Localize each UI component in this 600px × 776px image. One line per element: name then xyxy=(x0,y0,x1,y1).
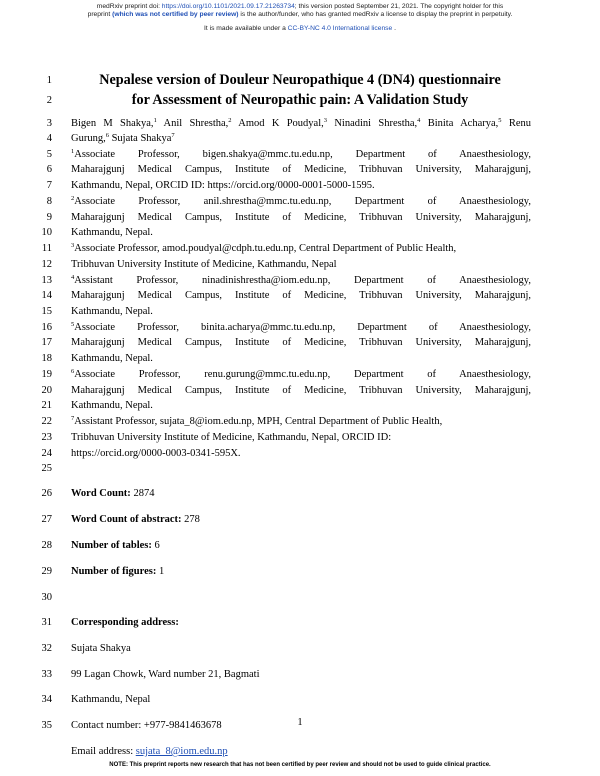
corresponding-address-heading: Corresponding address: xyxy=(71,617,179,628)
affiliation-6-line-2: Maharajgunj Medical Campus, Institute of Medicine, Tribhuvan University, Maharajgunj, xyxy=(71,385,531,396)
line-number: 20 xyxy=(41,385,52,396)
line-number: 18 xyxy=(41,353,52,364)
figure-count: Number of figures: 1 xyxy=(71,566,165,577)
affiliation-3: $^3$Associate Professor, amod.poudyal@cdph.tu.edu.np, Central Department of Public Health, xyxy=(71,242,457,254)
preprint-header-line-1: medRxiv preprint doi: https://doi.org/10.1101/2021.09.17.21263734; this version posted September 21, 2021. The copyright holder for this xyxy=(96,3,504,10)
line-number: 9 xyxy=(46,212,52,223)
affiliation-6: $^6$Associate Professor, renu.gurung@mmc.tu.edu.np, Department of Anaesthesiology, xyxy=(71,368,531,380)
line-number: 33 xyxy=(41,669,52,680)
doi-link[interactable]: https://doi.org/10.1101/2021.09.17.21263734 xyxy=(161,3,295,10)
preprint-footer-note: NOTE: This preprint reports new research that has not been certified by peer review and should not be used to guide clinical practice. xyxy=(109,762,491,768)
corresponding-address-line-1: 99 Lagan Chowk, Ward number 21, Bagmati xyxy=(71,669,260,680)
affiliation-4-line-2: Maharajgunj Medical Campus, Institute of Medicine, Tribhuvan University, Maharajgunj, xyxy=(71,290,531,301)
author-list-line-1: Bigen M Shakya,$^1$ Anil Shrestha,$^2$ Amod K Poudyal,$^3$ Ninadini Shrestha,$^4$ Binita Acharya,$^5$ Renu xyxy=(71,117,532,129)
table-count: Number of tables: 6 xyxy=(71,540,160,551)
affiliation-5-line-2: Maharajgunj Medical Campus, Institute of Medicine, Tribhuvan University, Maharajgunj, xyxy=(71,337,531,348)
affiliation-1-line-2: Maharajgunj Medical Campus, Institute of Medicine, Tribhuvan University, Maharajgunj, xyxy=(71,164,531,175)
line-number: 17 xyxy=(41,337,52,348)
license-line: It is made available under a CC-BY-NC 4.0 International license . xyxy=(204,25,396,32)
email-link[interactable]: sujata_8@iom.edu.np xyxy=(135,746,228,757)
word-count: Word Count: 2874 xyxy=(71,488,155,499)
abstract-word-count: Word Count of abstract: 278 xyxy=(71,514,200,525)
line-number: 13 xyxy=(41,275,52,286)
line-number: 34 xyxy=(41,694,52,705)
affiliation-2-line-3: Kathmandu, Nepal. xyxy=(71,227,153,238)
line-number: 12 xyxy=(41,259,52,270)
affiliation-2: $^2$Associate Professor, anil.shrestha@mmc.tu.edu.np, Department of Anaesthesiology, xyxy=(71,195,531,207)
line-number: 4 xyxy=(46,133,52,144)
line-number: 2 xyxy=(46,95,52,106)
line-number: 11 xyxy=(41,243,52,254)
line-number: 6 xyxy=(46,164,52,175)
line-number: 27 xyxy=(41,514,52,525)
preprint-header-line-2: preprint (which was not certified by peer review) is the author/funder, who has granted medRxiv a license to display the preprint in perpetuity. xyxy=(87,11,513,18)
line-number: 7 xyxy=(46,180,52,191)
paper-title-line-1: Nepalese version of Douleur Neuropathique 4 (DN4) questionnaire xyxy=(99,72,501,88)
line-number: 1 xyxy=(46,75,52,86)
line-number: 23 xyxy=(41,432,52,443)
line-number: 5 xyxy=(46,149,52,160)
line-number: 31 xyxy=(41,617,52,628)
affiliation-7-line-2: Tribhuvan University Institute of Medicine, Kathmandu, Nepal, ORCID ID: xyxy=(71,432,392,443)
page-number: 1 xyxy=(297,717,303,728)
email-address: Email address: sujata_8@iom.edu.np xyxy=(71,746,228,757)
affiliation-4: $^4$Assistant Professor, ninadinishrestha@iom.edu.np, Department of Anaesthesiology, xyxy=(71,274,531,286)
line-number: 32 xyxy=(41,643,52,654)
author-list-line-2: Gurung,$^6$ Sujata Shakya$^7$ xyxy=(71,132,175,144)
line-number: 29 xyxy=(41,566,52,577)
contact-number: Contact number: +977-9841463678 xyxy=(71,720,222,731)
affiliation-1-line-3: Kathmandu, Nepal, ORCID ID: https://orcid.org/0000-0001-5000-1595. xyxy=(71,180,375,191)
line-number: 26 xyxy=(41,488,52,499)
line-number: 21 xyxy=(41,400,52,411)
line-number: 16 xyxy=(41,322,52,333)
affiliation-1: $^1$Associate Professor, bigen.shakya@mmc.tu.edu.np, Department of Anaesthesiology, xyxy=(71,148,531,160)
affiliation-3-line-2: Tribhuvan University Institute of Medicine, Kathmandu, Nepal xyxy=(71,259,337,270)
line-number: 22 xyxy=(41,416,52,427)
line-number: 8 xyxy=(46,196,52,207)
line-number: 3 xyxy=(46,118,52,129)
affiliation-4-line-3: Kathmandu, Nepal. xyxy=(71,306,153,317)
license-link[interactable]: CC-BY-NC 4.0 International license xyxy=(287,25,393,32)
line-number: 28 xyxy=(41,540,52,551)
affiliation-2-line-2: Maharajgunj Medical Campus, Institute of Medicine, Tribhuvan University, Maharajgunj, xyxy=(71,212,531,223)
line-number: 15 xyxy=(41,306,52,317)
line-number: 10 xyxy=(41,227,52,238)
line-number: 30 xyxy=(41,592,52,603)
line-number: 24 xyxy=(41,448,52,459)
line-number: 25 xyxy=(41,463,52,474)
affiliation-7: $^7$Assistant Professor, sujata_8@iom.edu.np, MPH, Central Department of Public Health, xyxy=(71,415,443,427)
corresponding-name: Sujata Shakya xyxy=(71,643,131,654)
paper-title-line-2: for Assessment of Neuropathic pain: A Validation Study xyxy=(131,92,469,108)
affiliation-5-line-3: Kathmandu, Nepal. xyxy=(71,353,153,364)
line-number: 19 xyxy=(41,369,52,380)
corresponding-address-line-2: Kathmandu, Nepal xyxy=(71,694,151,705)
affiliation-5: $^5$Associate Professor, binita.acharya@mmc.tu.edu.np, Department of Anaesthesiology, xyxy=(71,321,531,333)
affiliation-6-line-3: Kathmandu, Nepal. xyxy=(71,400,153,411)
line-number: 14 xyxy=(41,290,52,301)
affiliation-7-line-3: https://orcid.org/0000-0003-0341-595X. xyxy=(71,448,241,459)
line-number: 35 xyxy=(41,720,52,731)
